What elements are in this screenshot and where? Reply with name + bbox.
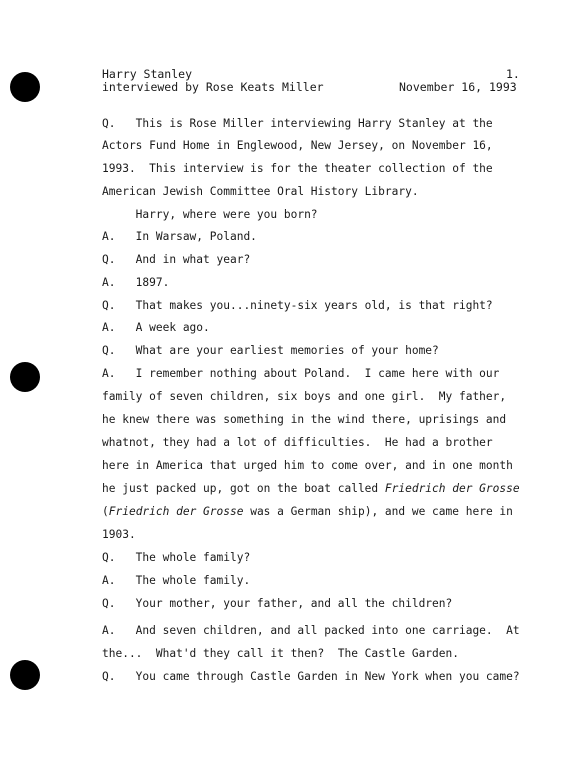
text-line: Q. You came through Castle Garden in New York when you came?: [102, 670, 520, 683]
text-segment: was a German ship), and we came here in: [243, 505, 513, 518]
text-line: 1903.: [102, 528, 136, 541]
text-line: Q. The whole family?: [102, 551, 251, 564]
text-line: A. The whole family.: [102, 574, 251, 587]
text-segment: he just packed up, got on the boat called: [102, 482, 385, 495]
text-line: [102, 505, 520, 519]
ship-name: Friedrich der Grosse: [108, 505, 244, 518]
text-line: A. A week ago.: [102, 321, 210, 334]
text-line: A. 1897.: [102, 276, 170, 289]
text-line: family of seven children, six boys and one girl. My father,: [102, 390, 507, 403]
ship-name: Friedrich der Grosse: [384, 482, 520, 495]
text-line: 1993. This interview is for the theater collection of the: [102, 162, 493, 175]
punch-hole-top: [10, 72, 40, 102]
text-line: Actors Fund Home in Englewood, New Jersey, on November 16,: [102, 139, 493, 152]
text-line: [102, 482, 520, 496]
text-line: American Jewish Committee Oral History Library.: [102, 185, 419, 198]
header-name: Harry Stanley: [102, 67, 193, 81]
text-line: Q. Your mother, your father, and all the children?: [102, 597, 453, 610]
text-line: here in America that urged him to come over, and in one month: [102, 459, 513, 472]
text-line: A. And seven children, and all packed into one carriage. At: [102, 624, 520, 637]
punch-hole-bottom: [10, 660, 40, 690]
text-line: Q. What are your earliest memories of your home?: [102, 344, 439, 357]
text-line: Q. This is Rose Miller interviewing Harry Stanley at the: [102, 117, 493, 130]
text-line: Q. That makes you...ninety-six years old, is that right?: [102, 299, 493, 312]
text-line: Harry, where were you born?: [102, 208, 318, 221]
text-line: he knew there was something in the wind there, uprisings and: [102, 413, 507, 426]
text-line: whatnot, they had a lot of difficulties. He had a brother: [102, 436, 493, 449]
header-interviewer: interviewed by Rose Keats Miller: [102, 80, 324, 94]
text-line: Q. And in what year?: [102, 253, 251, 266]
page-number: 1.: [506, 67, 520, 81]
punch-hole-middle: [10, 362, 40, 392]
interview-date: November 16, 1993: [399, 80, 517, 94]
text-line: the... What'd they call it then? The Castle Garden.: [102, 647, 459, 660]
text-line: A. In Warsaw, Poland.: [102, 230, 257, 243]
text-segment: (: [102, 505, 109, 518]
text-line: A. I remember nothing about Poland. I came here with our: [102, 367, 500, 380]
